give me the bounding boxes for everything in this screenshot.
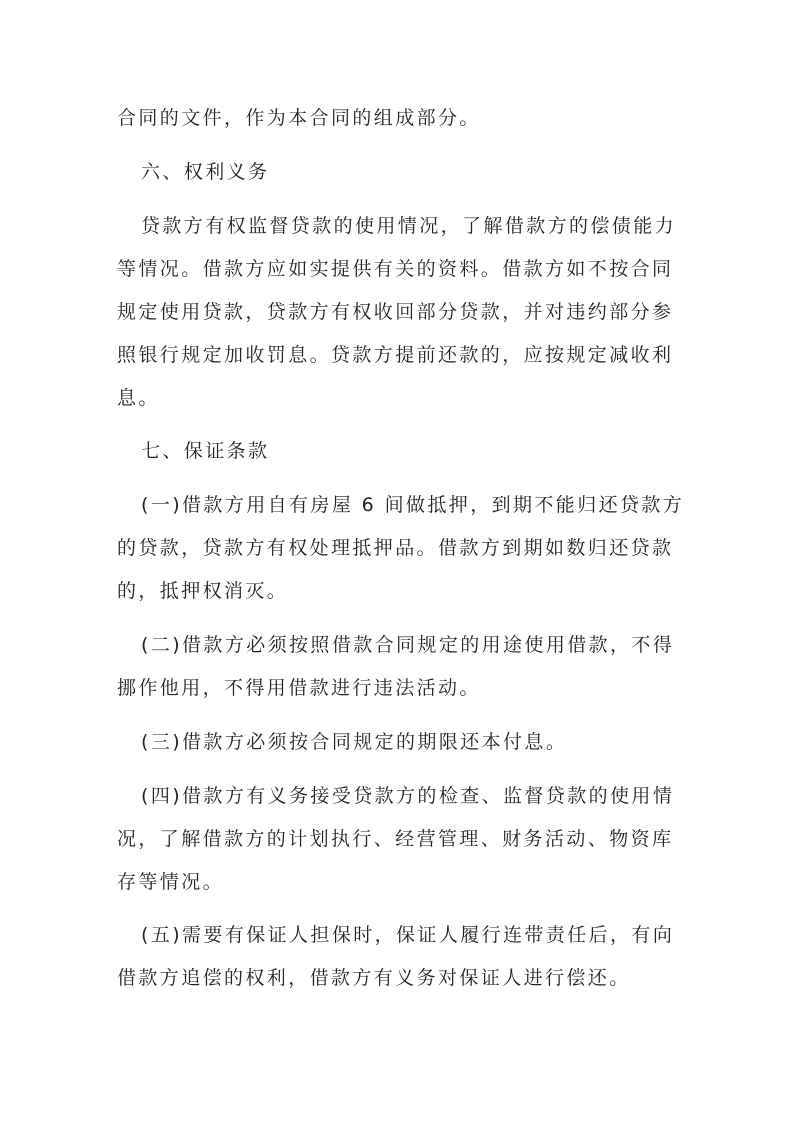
paragraph-line: 存等情况。 <box>117 871 225 893</box>
paragraph-line: (四)借款方有义务接受贷款方的检查、监督贷款的使用情 <box>141 785 675 807</box>
paragraph-line: 等情况。借款方应如实提供有关的资料。借款方如不按合同 <box>117 258 674 280</box>
paragraph-line: (五)需要有保证人担保时，保证人履行连带责任后，有向 <box>141 924 675 946</box>
paragraph-line: 贷款方有权监督贷款的使用情况，了解借款方的偿债能力 <box>141 215 677 237</box>
paragraph-line: 借款方追偿的权利，借款方有义务对保证人进行偿还。 <box>117 967 631 989</box>
paragraph-line: 照银行规定加收罚息。贷款方提前还款的，应按规定减收利 <box>117 344 674 366</box>
paragraph-line: (三)借款方必须按合同规定的期限还本付息。 <box>141 731 568 753</box>
paragraph-line: 的贷款，贷款方有权处理抵押品。借款方到期如数归还贷款 <box>117 537 674 559</box>
section-heading-guarantee-terms: 七、保证条款 <box>141 440 270 462</box>
paragraph-line: 的，抵押权消灭。 <box>117 580 289 602</box>
paragraph-line: (二)借款方必须按照借款合同规定的用途使用借款，不得 <box>141 634 675 656</box>
section-heading-rights-obligations: 六、权利义务 <box>141 161 270 183</box>
paragraph-line: (一)借款方用自有房屋 6 间做抵押，到期不能归还贷款方 <box>141 494 685 516</box>
paragraph-line: 息。 <box>117 387 160 409</box>
paragraph-line: 规定使用贷款，贷款方有权收回部分贷款，并对违约部分参 <box>117 301 674 323</box>
paragraph-line: 况，了解借款方的计划执行、经营管理、财务活动、物资库 <box>117 828 674 850</box>
paragraph-line: 挪作他用，不得用借款进行违法活动。 <box>117 677 481 699</box>
paragraph-line: 合同的文件，作为本合同的组成部分。 <box>117 107 481 129</box>
